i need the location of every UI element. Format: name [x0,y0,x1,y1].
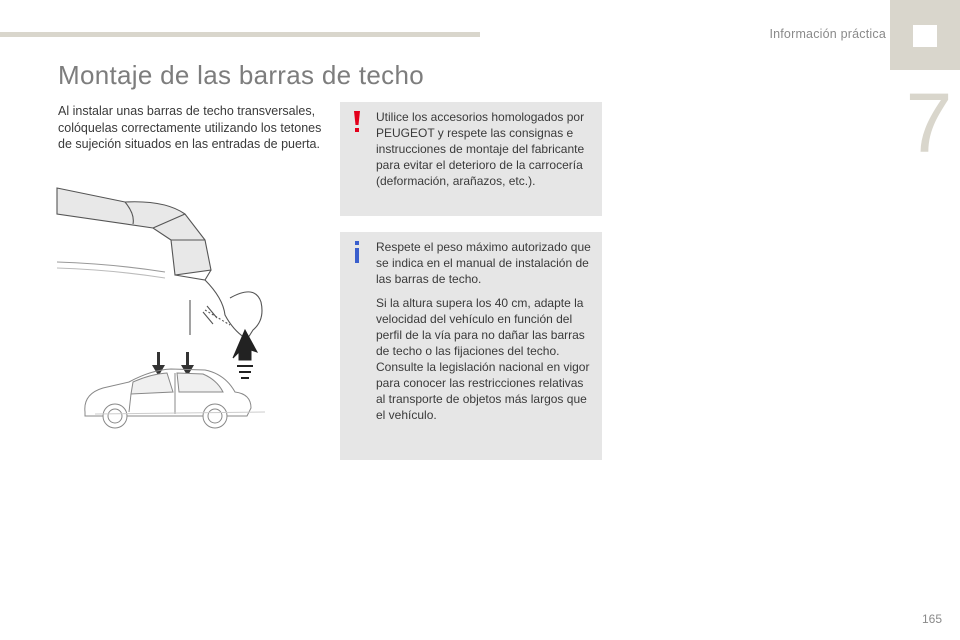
chapter-number: 7 [905,76,953,170]
header-rule [0,32,480,37]
info-paragraph-1: Respete el peso máximo autorizado que se indica en el manual de instalación de las barras de techo. [376,240,591,286]
arrow-down-icon [181,352,194,376]
page-title: Montaje de las barras de techo [58,60,424,90]
info-paragraph-2: Si la altura supera los 40 cm, adapte la velocidad del vehículo en función del perfil de la vía para no dañar las barras de techo o las fijaciones del techo. Consulte la legislación nacional en vigor para conocer las restricciones relativas al transporte de objetos más largos que el vehículo. [376,296,590,422]
roof-bar-illustration [55,180,295,435]
arrow-up-icon [233,330,257,360]
chapter-tab [890,0,960,70]
page-number: 165 [921,612,942,626]
car-silhouette-icon [85,369,251,428]
arrow-down-icon [152,352,165,376]
intro-paragraph: Al instalar unas barras de techo transversales, colóquelas correctamente utilizando los tetones de sujeción situados en las entradas de puerta. [58,104,322,151]
section-label: Información práctica [769,27,886,41]
exclamation-icon [352,111,362,133]
warning-note [340,102,602,216]
info-icon [352,241,362,263]
info-note [340,232,602,460]
warning-text: Utilice los accesorios homologados por PEUGEOT y respete las consignas e instrucciones de montaje del fabricante para evitar el deterioro de la carrocería (deformación, arañazos, etc.). [376,110,585,188]
roof-bar-closeup [57,188,262,348]
chapter-tab-square [913,25,937,47]
